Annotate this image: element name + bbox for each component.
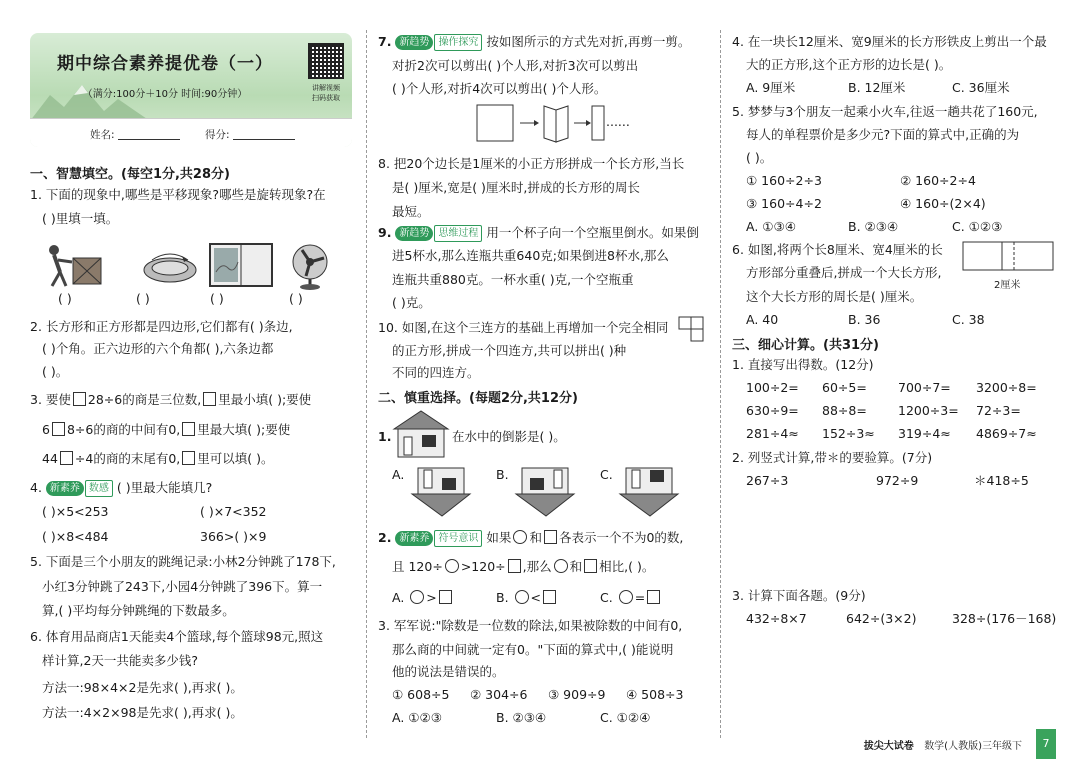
question-text: 连瓶共重880克。一杯水重( )克,一个空瓶重	[392, 272, 634, 287]
rotating-disc-icon	[144, 254, 196, 282]
page-number: 7	[1036, 729, 1056, 759]
calc-item: 432÷8×7	[746, 611, 807, 626]
square-symbol	[544, 530, 557, 544]
option-c[interactable]: C. =	[600, 589, 662, 606]
question-text: 的正方形,拼成一个四连方,共可以拼出( )种	[392, 343, 627, 358]
question-text: 方形部分重叠后,拼成一个大长方形,	[746, 265, 942, 280]
section-heading: 一、智慧填空。(每空1分,共28分)	[30, 167, 230, 182]
question-line	[30, 479, 212, 497]
question-text: 进5杯水,那么连瓶共重640克;如果倒进8杯水,那么	[392, 248, 669, 263]
question-number: 9.	[378, 225, 392, 240]
option-label[interactable]: B. ②③④	[496, 710, 547, 725]
digit-box[interactable]	[182, 451, 195, 465]
question-text: 按如图所示的方式先对折,再剪一剪。	[486, 34, 691, 49]
square-symbol	[543, 590, 556, 604]
inequality: ( )×5<253	[42, 504, 109, 519]
calc-item: 630÷9=	[746, 403, 799, 418]
digit-box[interactable]	[73, 392, 86, 406]
question-text: 2. 列竖式计算,带＊的要验算。(7分)	[732, 450, 933, 465]
qr-code-icon[interactable]	[308, 43, 344, 79]
question-text: 6. 如图,将两个长8厘米、宽4厘米的长	[732, 242, 943, 257]
calc-item: 281÷4≈	[746, 426, 799, 441]
option-label[interactable]: A. ①②③	[392, 710, 442, 725]
score-field[interactable]	[233, 139, 295, 140]
page-title: 期中综合素养提优卷（一）	[57, 54, 273, 74]
question-text: 算,( )平均每分钟跳绳的下数最多。	[42, 603, 235, 618]
circle-symbol	[554, 559, 568, 573]
question-text: 方法一:98×4×2是先求( ),再求( )。	[42, 680, 243, 695]
expression: ④ 160÷(2×4)	[900, 196, 986, 211]
option-label[interactable]: A. 9厘米	[746, 80, 796, 95]
inequality: ( )×7<352	[200, 504, 267, 519]
person-pushing-box-icon	[49, 245, 101, 286]
question-text: 6. 体育用品商店1天能卖4个篮球,每个篮球98元,照这	[30, 629, 324, 644]
question-text: 样计算,2天一共能卖多少钱?	[42, 653, 199, 668]
new-trend-tag: 新趋势	[395, 226, 433, 241]
calc-item: ＊418÷5	[974, 473, 1029, 488]
column-divider	[366, 30, 367, 738]
question-text: 最短。	[392, 204, 430, 219]
question-text: 大的正方形,这个正方形的边长是( )。	[746, 57, 952, 72]
symbol-tag: 符号意识	[434, 530, 482, 547]
expression: ③ 160÷4÷2	[746, 196, 822, 211]
option-label[interactable]: C. ①②④	[600, 710, 651, 725]
section-heading: 二、慎重选择。(每题2分,共12分)	[378, 391, 578, 406]
answer-blank[interactable]: ( )	[58, 291, 72, 306]
calc-item: 319÷4≈	[898, 426, 951, 441]
question-text: 对折2次可以剪出( )个人形,对折3次可以剪出	[392, 58, 639, 73]
option-label[interactable]: B. 36	[848, 312, 881, 327]
question-text: 和	[569, 559, 583, 574]
question-text: 3. 军军说:"除数是一位数的除法,如果被除数的中间有0,	[378, 618, 683, 633]
question-text: ( )里最大能填几?	[116, 480, 213, 495]
square-symbol	[647, 590, 660, 604]
digit-box[interactable]	[60, 451, 73, 465]
question-text: ( )里填一填。	[42, 211, 119, 226]
question-line	[378, 224, 699, 242]
option-label[interactable]: A. ①③④	[746, 219, 796, 234]
question-text: 和	[529, 530, 542, 545]
question-text: ( )。	[746, 150, 773, 165]
option-label[interactable]: B. ②③④	[848, 219, 899, 234]
expression: ④ 508÷3	[626, 687, 684, 702]
answer-blank[interactable]: ( )	[210, 291, 224, 306]
question-text: 44	[42, 451, 58, 466]
expression: ① 160÷2÷3	[746, 173, 822, 188]
question-text: ÷4的商的末尾有0,	[74, 451, 181, 466]
digit-box[interactable]	[52, 422, 65, 436]
question-text: 不同的四连方。	[392, 365, 480, 380]
question-text: ,那么	[522, 559, 552, 574]
new-literacy-tag: 新素养	[46, 481, 84, 496]
option-label[interactable]: A. 40	[746, 312, 779, 327]
question-number: 2.	[378, 530, 392, 545]
name-label: 姓名:	[90, 129, 115, 141]
answer-blank[interactable]: ( )	[136, 291, 150, 306]
calc-item: 152÷3≈	[822, 426, 875, 441]
question-text: ( )。	[42, 364, 69, 379]
inequality: 366>( )×9	[200, 529, 267, 544]
inequality: ( )×8<484	[42, 529, 109, 544]
tromino-diagram	[678, 316, 706, 344]
calc-item: 1200÷3=	[898, 403, 959, 418]
option-label: A.	[392, 590, 405, 605]
footer	[864, 737, 1022, 752]
circle-symbol	[410, 590, 424, 604]
question-text: 5. 下面是三个小朋友的跳绳记录:小林2分钟跳了178下,	[30, 554, 336, 569]
section-heading: 三、细心计算。(共31分)	[732, 338, 879, 353]
question-text: 3. 计算下面各题。(9分)	[732, 588, 866, 603]
question-number: 1.	[378, 429, 392, 444]
score-label: 得分:	[205, 129, 230, 141]
reflection-option-b	[514, 464, 578, 520]
expression: ② 304÷6	[470, 687, 528, 702]
question-text: 且 120÷	[392, 559, 443, 574]
thinking-tag: 思维过程	[434, 225, 482, 242]
question-text: 各表示一个不为0的数,	[558, 530, 684, 545]
calc-item: 3200÷8=	[976, 380, 1037, 395]
question-text: ( )个角。正六边形的六个角都( ),六条边都	[42, 341, 274, 356]
calc-item: 642÷(3×2)	[846, 611, 917, 626]
question-text: 10. 如图,在这个三连方的基础上再增加一个完全相同	[378, 320, 669, 335]
question-line	[42, 450, 274, 467]
circle-symbol	[445, 559, 459, 573]
option-label[interactable]: B. 12厘米	[848, 80, 906, 95]
question-text: >120÷	[460, 559, 506, 574]
question-text: 用一个杯子向一个空瓶里倒水。如果倒	[486, 225, 699, 240]
question-text: 在水中的倒影是( )。	[452, 429, 566, 444]
q1-pictures	[40, 242, 340, 290]
option-label[interactable]: A.	[392, 467, 405, 482]
question-text: 这个大长方形的周长是( )厘米。	[746, 289, 923, 304]
square-symbol	[584, 559, 597, 573]
question-text: 1. 直接写出得数。(12分)	[732, 357, 874, 372]
window-icon	[210, 244, 272, 286]
option-label[interactable]: B.	[496, 467, 509, 482]
question-text: 小红3分钟跳了243下,小园4分钟跳了396下。算一	[42, 579, 323, 594]
question-text: 如果	[486, 530, 512, 545]
calc-item: 4869÷7≈	[976, 426, 1037, 441]
exam-subtitle: （满分:100分＋10分 时间:90分钟）	[82, 89, 248, 100]
qr-caption: 讲解视频 扫码获取	[312, 84, 340, 102]
house-icon	[392, 409, 450, 459]
option-label: B.	[496, 590, 509, 605]
calc-item: 700÷7=	[898, 380, 951, 395]
square-symbol	[508, 559, 521, 573]
expression: ① 608÷5	[392, 687, 450, 702]
question-text: 他的说法是错误的。	[392, 664, 505, 679]
question-text: 相比,( )。	[599, 559, 655, 574]
question-text: 那么商的中间就一定有0。"下面的算式中,( )能说明	[392, 642, 674, 657]
calc-item: 100÷2=	[746, 380, 799, 395]
question-text: 里可以填( )。	[197, 451, 274, 466]
question-text: ( )个人形,对折4次可以剪出( )个人形。	[392, 81, 607, 96]
question-line	[378, 33, 690, 51]
question-text: 8÷6的商的中间有0,	[66, 422, 181, 437]
reflection-option-a	[410, 464, 474, 520]
question-line	[378, 529, 683, 547]
brand-name: 拔尖大试卷	[863, 741, 914, 752]
exam-header	[30, 33, 352, 147]
question-text: ( )克。	[392, 295, 431, 310]
question-text: 每人的单程票价是多少元?下面的算式中,正确的为	[746, 127, 1020, 142]
electric-fan-icon	[293, 245, 327, 290]
number-sense-tag: 数感	[85, 480, 113, 497]
column-divider	[720, 30, 721, 738]
operation-tag: 操作探究	[434, 34, 482, 51]
option-label[interactable]: C.	[600, 467, 613, 482]
question-text: 3. 要使	[30, 392, 71, 407]
option-b[interactable]: B. <	[496, 589, 558, 606]
question-text: 6	[42, 422, 50, 437]
question-text: 方法一:4×2×98是先求( ),再求( )。	[42, 705, 243, 720]
question-number: 4.	[30, 480, 42, 495]
question-text: 2. 长方形和正方形都是四边形,它们都有( )条边,	[30, 319, 293, 334]
calc-item: 972÷9	[876, 473, 919, 488]
calc-item: 72÷3=	[976, 403, 1021, 418]
question-text: 1. 下面的现象中,哪些是平移现象?哪些是旋转现象?在	[30, 187, 326, 202]
circle-symbol	[515, 590, 529, 604]
calc-item: 328÷(176－168)	[952, 611, 1057, 626]
question-text: 8. 把20个边长是1厘米的小正方形拼成一个长方形,当长	[378, 156, 685, 171]
option-label[interactable]: C. 38	[952, 312, 985, 327]
calc-item: 60÷5=	[822, 380, 867, 395]
option-label[interactable]: C. ①②③	[952, 219, 1003, 234]
question-line	[392, 558, 654, 575]
name-field[interactable]	[118, 139, 180, 140]
expression: ② 160÷2÷4	[900, 173, 976, 188]
name-score-bar	[30, 118, 352, 147]
question-line	[42, 421, 290, 438]
new-trend-tag: 新趋势	[395, 35, 433, 50]
option-label[interactable]: C. 36厘米	[952, 80, 1010, 95]
digit-box[interactable]	[182, 422, 195, 436]
calc-item: 88÷8=	[822, 403, 867, 418]
reflection-option-c	[618, 464, 682, 520]
dimension-label: 2厘米	[994, 280, 1021, 291]
square-symbol	[439, 590, 452, 604]
new-literacy-tag: 新素养	[395, 531, 433, 546]
circle-symbol	[619, 590, 633, 604]
question-text: 5. 梦梦与3个朋友一起乘小火车,往返一趟共花了160元,	[732, 104, 1038, 119]
question-text: 4. 在一块长12厘米、宽9厘米的长方形铁皮上剪出一个最	[732, 34, 1047, 49]
question-text: 里最小填( );要使	[218, 392, 312, 407]
option-label: C.	[600, 590, 613, 605]
question-text: 是( )厘米,宽是( )厘米时,拼成的长方形的周长	[392, 180, 640, 195]
digit-box[interactable]	[203, 392, 216, 406]
overlap-rectangles-diagram	[962, 240, 1056, 274]
question-number: 7.	[378, 34, 392, 49]
paper-folding-diagram	[476, 104, 606, 144]
question-text: 28÷6的商是三位数,	[87, 392, 202, 407]
circle-symbol	[513, 530, 527, 544]
expression: ③ 909÷9	[548, 687, 606, 702]
option-a[interactable]: A. >	[392, 589, 454, 606]
subject-label: 数学(人教版)三年级下	[924, 741, 1022, 752]
answer-blank[interactable]: ( )	[289, 291, 303, 306]
ellipsis: ......	[606, 114, 630, 129]
calc-item: 267÷3	[746, 473, 789, 488]
question-line	[30, 391, 311, 408]
question-text: 里最大填( );要使	[197, 422, 291, 437]
